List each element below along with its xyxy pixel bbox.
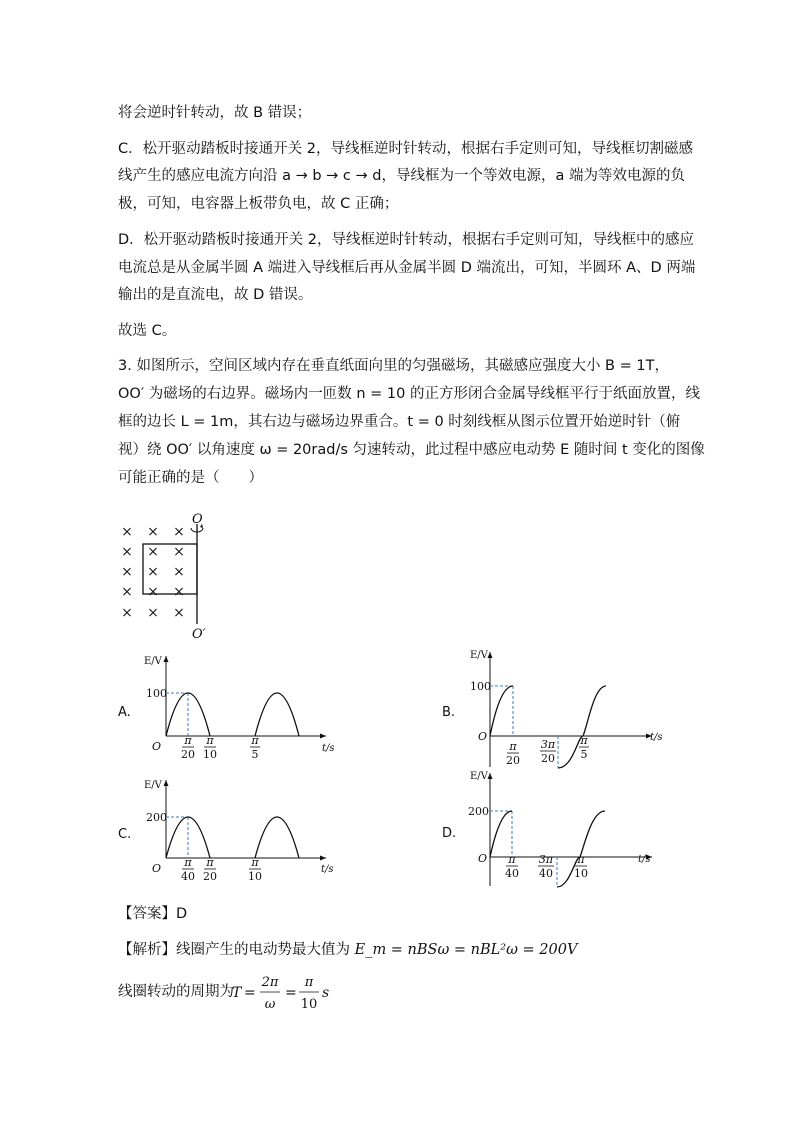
emf-curve	[255, 817, 299, 858]
graph-b	[442, 652, 672, 772]
tick-label: 40	[181, 870, 195, 883]
graph-d	[442, 773, 672, 893]
analysis-lead: 【解析】线圈产生的电动势最大值为	[118, 942, 350, 958]
origin-label: O	[152, 740, 162, 753]
x-axis-label: t/s	[638, 854, 651, 865]
tick-label: 10	[203, 748, 217, 761]
answer-line: 【答案】D	[118, 906, 188, 922]
peak-label: 100	[470, 680, 491, 693]
field-mark: ×	[147, 605, 159, 621]
peak-label: 200	[146, 811, 167, 824]
text-line-1: 将会逆时针转动，故 B 错误；	[118, 105, 312, 121]
field-mark: ×	[173, 524, 185, 540]
svg-text:2π: 2π	[261, 975, 279, 990]
period-lead: 线圈转动的周期为	[118, 984, 234, 1000]
tick-label: π	[206, 856, 214, 869]
svg-text:s: s	[322, 985, 330, 1001]
analysis-line	[118, 940, 577, 960]
emf-curve	[490, 686, 513, 736]
tick-label: π	[509, 740, 517, 753]
peak-label: 100	[146, 687, 167, 700]
x-axis-label: t/s	[321, 864, 334, 875]
tick-label: π	[580, 734, 588, 747]
question-line-1: 3. 如图所示，空间区域内存在垂直纸面向里的匀强磁场，其磁感应强度大小 B = 1T，	[118, 358, 669, 374]
text-line-5: D．松开驱动踏板时接通开关 2，导线框逆时针转动，根据右手定则可知，导线框中的感应	[118, 232, 694, 248]
field-mark: ×	[121, 584, 133, 600]
emf-curve	[255, 693, 299, 736]
field-mark: ×	[121, 544, 133, 560]
tick-label: 20	[203, 870, 217, 883]
origin-label: O	[478, 730, 488, 743]
svg-text:10: 10	[300, 997, 318, 1012]
svg-text:T: T	[232, 985, 242, 1001]
field-mark: ×	[173, 605, 185, 621]
field-mark: ×	[121, 564, 133, 580]
tick-label: π	[206, 734, 214, 747]
emf-curve	[490, 811, 512, 857]
tick-label: π	[184, 734, 192, 747]
field-mark: ×	[121, 605, 133, 621]
question-line-3: 框的边长 L = 1m，其右边与磁场边界重合。t = 0 时刻线框从图示位置开始逆时针（俯	[118, 414, 681, 430]
svg-text:=: =	[244, 985, 256, 1001]
text-line-3: 线产生的感应电流方向沿 a → b → c → d，导线框为一个等效电源，a 端为等效电源的负	[118, 168, 685, 184]
tick-label: π	[251, 856, 259, 869]
option-label-d: D.	[442, 826, 457, 841]
y-axis-label: E/V	[470, 650, 488, 661]
peak-label: 200	[468, 805, 489, 818]
axis-label-bottom: O′	[192, 627, 206, 642]
tick-label: 10	[248, 870, 262, 883]
option-label-b: B.	[442, 705, 456, 720]
question-line-5: 可能正确的是（ ）	[118, 470, 263, 486]
field-mark: ×	[147, 544, 159, 560]
graph-a	[118, 652, 348, 764]
y-axis-label: E/V	[144, 656, 162, 667]
field-mark: ×	[173, 544, 185, 560]
field-mark: ×	[147, 524, 159, 540]
text-line-2: C．松开驱动踏板时接通开关 2，导线框逆时针转动，根据右手定则可知，导线框切割磁感	[118, 141, 693, 157]
x-axis-label: t/s	[650, 732, 663, 743]
tick-label: π	[577, 853, 585, 866]
tick-label: π	[184, 856, 192, 869]
tick-label: 3π	[538, 853, 554, 866]
y-axis-label: E/V	[470, 771, 488, 782]
field-mark: ×	[121, 524, 133, 540]
origin-label: O	[152, 862, 162, 875]
tick-label: 20	[541, 752, 555, 765]
origin-label: O	[478, 852, 488, 865]
tick-label: 40	[539, 867, 553, 880]
tick-label: 3π	[540, 738, 556, 751]
question-line-2: OO′ 为磁场的右边界。磁场内一匝数 n = 10 的正方形闭合金属导线框平行于纸面放置，线	[118, 386, 700, 402]
tick-label: 20	[181, 748, 195, 761]
tick-label: 5	[580, 748, 588, 761]
option-label-c: C.	[118, 827, 132, 842]
magnetic-field-figure	[112, 508, 222, 643]
field-mark: ×	[147, 584, 159, 600]
tick-label: 5	[251, 748, 259, 761]
svg-text:ω: ω	[264, 997, 276, 1012]
tick-label: 20	[506, 754, 520, 767]
tick-label: 40	[505, 867, 519, 880]
svg-text:π: π	[304, 975, 314, 990]
text-line-6: 电流总是从金属半圆 A 端进入导线框后再从金属半圆 D 端流出，可知，半圆环 A、D 两端	[118, 260, 696, 276]
emf-max-formula: E_m = nBSω = nBL²ω = 200V	[354, 942, 578, 958]
tick-label: π	[508, 853, 516, 866]
text-line-7: 输出的是直流电，故 D 错误。	[118, 287, 313, 303]
axis-label-top: O	[192, 512, 203, 527]
svg-text:=: =	[285, 985, 297, 1001]
text-line-4: 极，可知，电容器上板带负电，故 C 正确；	[118, 196, 399, 212]
y-axis-label: E/V	[144, 780, 162, 791]
period-formula	[232, 968, 342, 1018]
graph-c	[118, 776, 348, 888]
option-label-a: A.	[118, 705, 131, 720]
tick-label: π	[251, 734, 259, 747]
question-line-4: 视）绕 OO′ 以角速度 ω = 20rad/s 匀速转动，此过程中感应电动势 E 随时间 t 变化的图像	[118, 442, 705, 458]
text-line-8: 故选 C。	[118, 323, 177, 339]
field-mark: ×	[173, 564, 185, 580]
field-mark: ×	[173, 584, 185, 600]
field-mark: ×	[147, 564, 159, 580]
field-marks	[121, 524, 185, 621]
period-line	[118, 982, 234, 1002]
tick-label: 10	[574, 867, 588, 880]
x-axis-label: t/s	[322, 743, 335, 754]
